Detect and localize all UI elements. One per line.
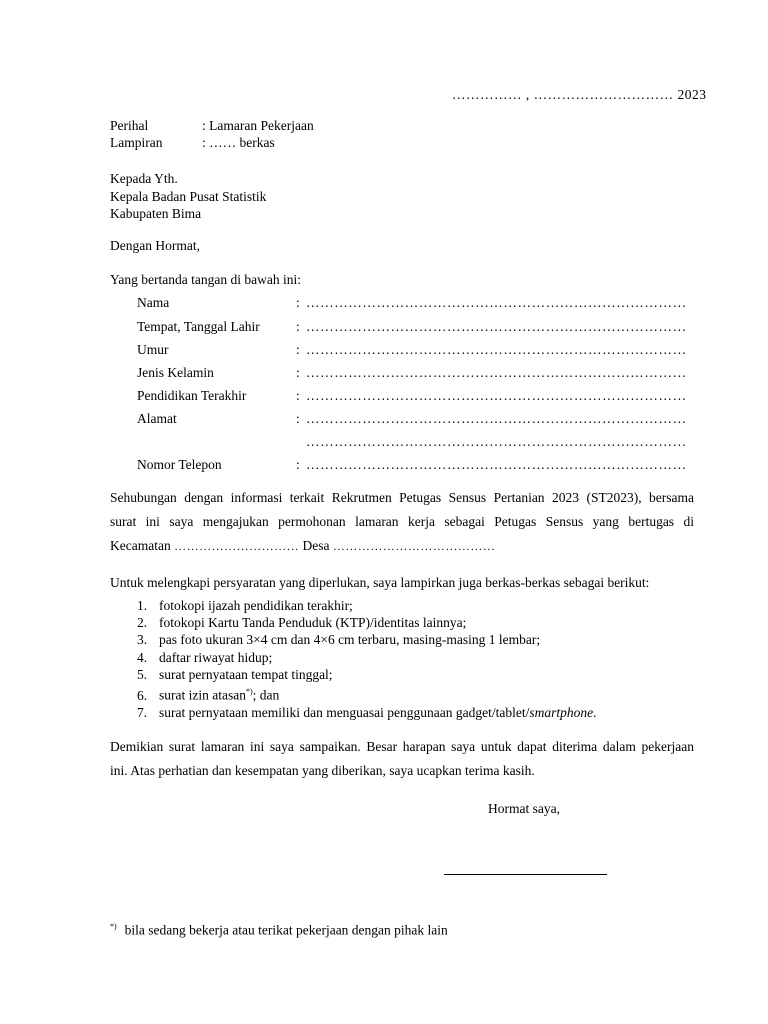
- perihal-value: : Lamaran Pekerjaan: [202, 118, 314, 133]
- recipient-line-3: Kabupaten Bima: [110, 206, 202, 221]
- recipient-line-2: Kepala Badan Pusat Statistik: [110, 189, 267, 204]
- date-line: …………… , ………………………… 2023: [452, 87, 707, 102]
- field-colon: :: [296, 295, 300, 310]
- field-colon: :: [296, 365, 300, 380]
- field-label-nama: Nama: [137, 295, 170, 310]
- lampiran-value: : …… berkas: [202, 135, 275, 150]
- list-item: 4. daftar riwayat hidup;: [137, 649, 273, 665]
- field-blank-alamat-2: ………………………………………………………………………: [306, 434, 687, 449]
- field-label-ttl: Tempat, Tanggal Lahir: [137, 319, 260, 334]
- field-blank-jenis-kelamin: ………………………………………………………………………: [306, 365, 687, 380]
- footnote-text: bila sedang bekerja atau terikat pekerjaan dengan pihak lain: [124, 922, 448, 938]
- field-label-umur: Umur: [137, 342, 169, 357]
- field-label-jenis-kelamin: Jenis Kelamin: [137, 365, 214, 380]
- list-item: 2. fotokopi Kartu Tanda Penduduk (KTP)/identitas lainnya;: [137, 615, 467, 631]
- field-label-telepon: Nomor Telepon: [137, 457, 222, 472]
- paragraph-purpose-line-3: [110, 534, 694, 558]
- field-blank-alamat-1: ………………………………………………………………………: [306, 411, 687, 426]
- field-blank-ttl: ………………………………………………………………………: [306, 319, 687, 334]
- lampiran-label: Lampiran: [110, 135, 163, 150]
- list-item: 1. fotokopi ijazah pendidikan terakhir;: [137, 598, 353, 613]
- desa-blank: …………………………………: [332, 539, 496, 553]
- field-blank-pendidikan: ………………………………………………………………………: [306, 388, 687, 403]
- paragraph-closing-line-1: Demikian surat lamaran ini saya sampaikan. Besar harapan saya untuk dapat diterima dalam pekerjaan: [110, 739, 694, 754]
- field-colon: :: [296, 411, 300, 426]
- field-colon: :: [296, 319, 300, 334]
- paragraph-closing: [110, 735, 694, 783]
- signature-line: [444, 874, 607, 875]
- salutation: Dengan Hormat,: [110, 238, 200, 253]
- field-colon: :: [296, 342, 300, 357]
- field-colon: :: [296, 388, 300, 403]
- kecamatan-label: Kecamatan: [110, 538, 171, 553]
- paragraph-purpose: [110, 486, 694, 558]
- list-item: 6. surat izin atasan*); dan: [137, 687, 280, 703]
- field-blank-umur: ………………………………………………………………………: [306, 342, 687, 357]
- footnote: [110, 922, 448, 939]
- paragraph-closing-line-2: ini. Atas perhatian dan kesempatan yang diberikan, saya ucapkan terima kasih.: [110, 763, 535, 778]
- list-item: 3. pas foto ukuran 3×4 cm dan 4×6 cm terbaru, masing-masing 1 lembar;: [137, 632, 541, 648]
- paragraph-purpose-line-2: surat ini saya mengajukan permohonan lamaran kerja sebagai Petugas Sensus yang bertugas di: [110, 514, 694, 529]
- footnote-mark: *): [110, 922, 117, 931]
- field-label-pendidikan: Pendidikan Terakhir: [137, 388, 247, 403]
- perihal-label: Perihal: [110, 118, 149, 133]
- recipient-line-1: Kepada Yth.: [110, 171, 178, 186]
- field-label-alamat: Alamat: [137, 411, 177, 426]
- kecamatan-blank: …………………………: [174, 539, 300, 553]
- paragraph-attachments-intro: Untuk melengkapi persyaratan yang diperlukan, saya lampirkan juga berkas-berkas sebagai berikut:: [110, 575, 650, 590]
- field-blank-nama: ………………………………………………………………………: [306, 295, 687, 310]
- list-item: 7. surat pernyataan memiliki dan menguasai penggunaan gadget/tablet/smartphone.: [137, 704, 597, 720]
- signoff: Hormat saya,: [488, 801, 560, 816]
- footnote-marker: *): [245, 687, 253, 697]
- field-blank-telepon: ………………………………………………………………………: [306, 457, 687, 472]
- intro-text: Yang bertanda tangan di bawah ini:: [110, 272, 301, 287]
- attachment-list: [137, 597, 597, 721]
- desa-label: Desa: [302, 538, 330, 553]
- field-colon: :: [296, 457, 300, 472]
- paragraph-purpose-line-1: Sehubungan dengan informasi terkait Rekrutmen Petugas Sensus Pertanian 2023 (ST2023), bersama: [110, 490, 694, 505]
- list-item: 5. surat pernyataan tempat tinggal;: [137, 666, 333, 682]
